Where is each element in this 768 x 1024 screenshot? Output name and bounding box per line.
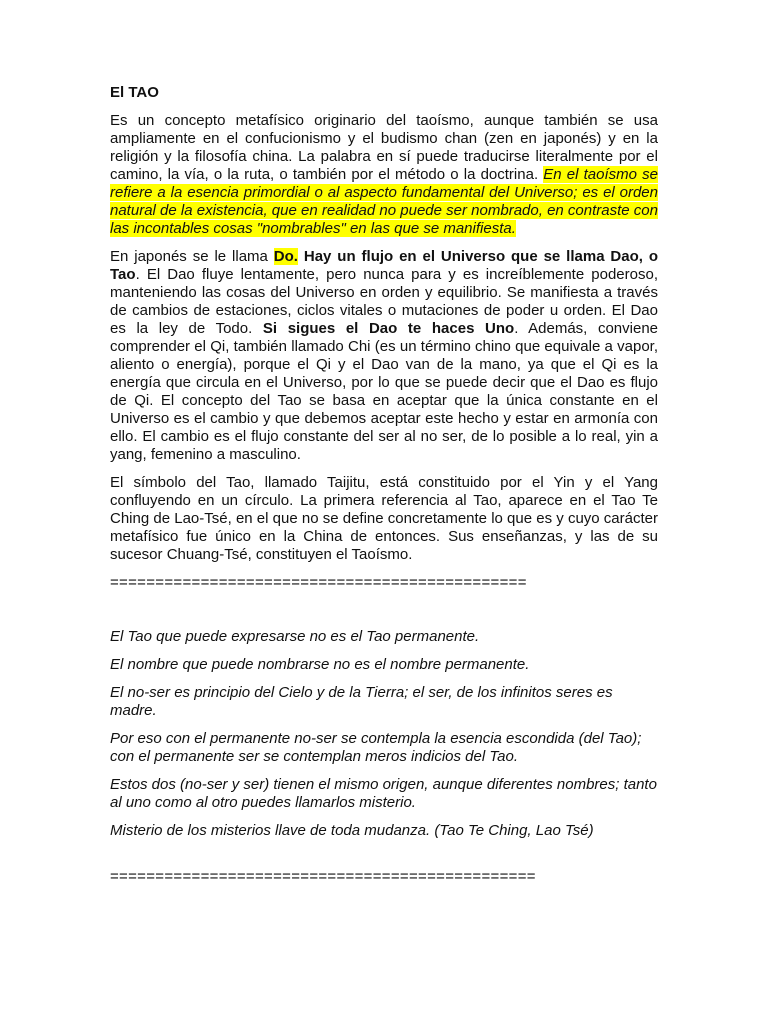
paragraph-intro (110, 112, 658, 238)
quote-line: Estos dos (no-ser y ser) tienen el mismo origen, aunque diferentes nombres; tanto al uno como al otro puedes llamarlos misterio. (110, 776, 657, 811)
quote-line: El Tao que puede expresarse no es el Tao permanente. (110, 628, 480, 645)
paragraph-intro-text: Es un concepto metafísico originario del taoísmo, aunque también se usa ampliamente en el confucionismo y el budismo chan (zen en japonés) y en la religión y la filosofía china. La palabra en sí puede traducirse literalmente por el camino, la vía, o la ruta, o también por el método o la doctrina. (110, 112, 658, 183)
highlighted-definition: En el taoísmo se refiere a la esencia primordial o al aspecto fundamental del Universo; es el orden natural de la existencia, que en realidad no puede ser nombrado, en contraste con las incontables cosas "nombrables" en las que se manifiesta. (110, 166, 658, 237)
paragraph-flow-text: . El Dao fluye lentamente, pero nunca para y es increíblemente poderoso, manteniendo las cosas del Universo en orden y equilibrio. Se manifiesta a través de cambios de estaciones, ciclos vitales o mutaciones de poder u orden. El Dao es la ley de Todo. (110, 266, 658, 337)
paragraph-flow (110, 248, 658, 464)
paragraph-flow-text-2: . Además, conviene comprender el Qi, también llamado Chi (es un término chino que equivale a vapor, aliento o energía), porque el Qi y el Dao van de la mano, ya que el Qi es la energía que circula en el Universo, por lo que se puede decir que el Dao es flujo de Qi. El concepto del Tao se basa en aceptar que la única constante en el Universo es el cambio y que debemos aceptar este hecho y estar en armonía con ello. El cambio es el flujo constante del ser al no ser, de lo posible a lo real, yin a yang, femenino a masculino. (110, 320, 659, 463)
quote-line: El no-ser es principio del Cielo y de la Tierra; el ser, de los infinitos seres es madre. (110, 684, 613, 719)
document-page (110, 84, 658, 886)
quote-line: El nombre que puede nombrarse no es el nombre permanente. (110, 656, 530, 673)
bold-follow-dao: Si sigues el Dao te haces Uno (262, 320, 515, 337)
quote-line: Misterio de los misterios llave de toda mudanza. (Tao Te Ching, Lao Tsé) (110, 822, 594, 839)
bold-flow-statement: Hay un flujo en el Universo que se llama Dao, o Tao (110, 248, 659, 283)
highlighted-do: Do. (273, 248, 298, 265)
separator-line: ============================================== (110, 574, 527, 591)
paragraph-symbol: El símbolo del Tao, llamado Taijitu, está constituido por el Yin y el Yang confluyendo en un círculo. La primera referencia al Tao, aparece en el Tao Te Ching de Lao-Tsé, en el que no se define concretamente lo que es y cuyo carácter metafísico fue único en la China de entonces. Sus enseñanzas, y las de su sucesor Chuang-Tsé, constituyen el Taoísmo. (110, 474, 658, 563)
document-title: El TAO (110, 84, 159, 101)
paragraph-flow-intro: En japonés se le llama (110, 248, 274, 265)
separator-line: =============================================== (110, 868, 536, 885)
quote-line: Por eso con el permanente no-ser se contempla la esencia escondida (del Tao); con el permanente ser se contemplan meros indicios del Tao. (110, 730, 642, 765)
